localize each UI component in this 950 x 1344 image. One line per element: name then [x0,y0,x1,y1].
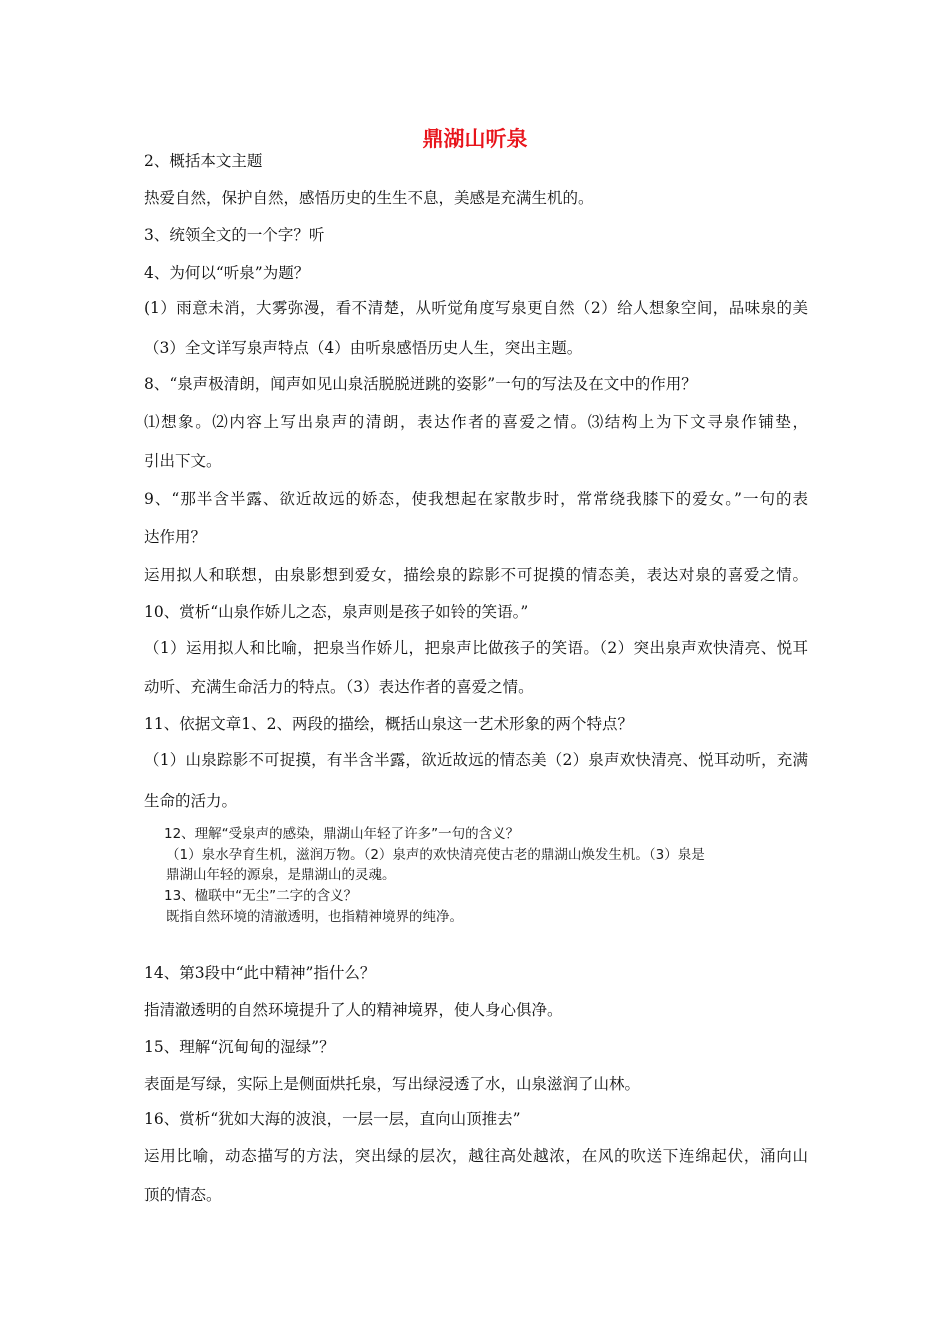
answer-10-line-1: （1）运用拟人和比喻，把泉当作娇儿，把泉声比做孩子的笑语。（2）突出泉声欢快清亮、悦耳 [144,639,808,657]
answer-11-line-2: 生命的活力。 [144,792,238,810]
question-14: 14、第3段中“此中精神”指什么？ [144,964,376,982]
question-11: 11、依据文章1、2、两段的描绘，概括山泉这一艺术形象的两个特点？ [144,715,633,733]
question-15: 15、理解“沉甸甸的湿绿”？ [144,1038,335,1056]
answer-4-line-2: （3）全文详写泉声特点（4）由听泉感悟历史人生，突出主题。 [144,339,583,357]
question-10: 10、赏析“山泉作娇儿之态，泉声则是孩子如铃的笑语。” [144,603,529,621]
answer-10-line-2: 动听、充满生命活力的特点。（3）表达作者的喜爱之情。 [144,678,534,696]
answer-16-line-2: 顶的情态。 [144,1186,222,1204]
answer-12-line-1: （1）泉水孕育生机，滋润万物。（2）泉声的欢快清亮使古老的鼎湖山焕发生机。（3）泉是 [166,847,705,863]
answer-8-line-2: 引出下文。 [144,452,222,470]
answer-9: 运用拟人和联想，由泉影想到爱女，描绘泉的踪影不可捉摸的情态美，表达对泉的喜爱之情。 [144,566,808,584]
page-title: 鼎湖山听泉 [422,127,528,151]
question-2: 2、概括本文主题 [144,152,263,170]
question-13: 13、楹联中“无尘”二字的含义？ [164,888,358,904]
question-3: 3、统领全文的一个字？听 [144,226,325,244]
answer-16-line-1: 运用比喻，动态描写的方法，突出绿的层次，越往高处越浓，在风的吹送下连绵起伏，涌向山 [144,1147,808,1165]
question-12: 12、理解“受泉声的感染，鼎湖山年轻了许多”一句的含义？ [164,826,520,842]
question-9-line-1: 9、“那半含半露、欲近故远的娇态，使我想起在家散步时，常常绕我膝下的爱女。”一句的表 [144,490,808,508]
question-8: 8、“泉声极清朗，闻声如见山泉活脱脱迸跳的姿影”一句的写法及在文中的作用？ [144,375,697,393]
answer-8-line-1: ⑴想象。⑵内容上写出泉声的清朗，表达作者的喜爱之情。⑶结构上为下文寻泉作铺垫， [144,413,808,431]
question-16: 16、赏析“犹如大海的波浪，一层一层，直向山顶推去” [144,1110,521,1128]
question-4: 4、为何以“听泉”为题？ [144,264,310,282]
answer-15: 表面是写绿，实际上是侧面烘托泉，写出绿浸透了水，山泉滋润了山林。 [144,1075,641,1093]
answer-14: 指清澈透明的自然环境提升了人的精神境界，使人身心俱净。 [144,1001,563,1019]
question-9-line-2: 达作用？ [144,528,207,546]
answer-2: 热爱自然，保护自然，感悟历史的生生不息，美感是充满生机的。 [144,189,594,207]
answer-11-line-1: （1）山泉踪影不可捉摸，有半含半露，欲近故远的情态美（2）泉声欢快清亮、悦耳动听，充满 [144,751,808,769]
answer-12-line-2: 鼎湖山年轻的源泉，是鼎湖山的灵魂。 [166,867,396,883]
answer-13: 既指自然环境的清澈透明，也指精神境界的纯净。 [166,909,463,925]
answer-4-line-1: (1）雨意未消，大雾弥漫，看不清楚，从听觉角度写泉更自然（2）给人想象空间，品味泉的美 [144,299,808,317]
